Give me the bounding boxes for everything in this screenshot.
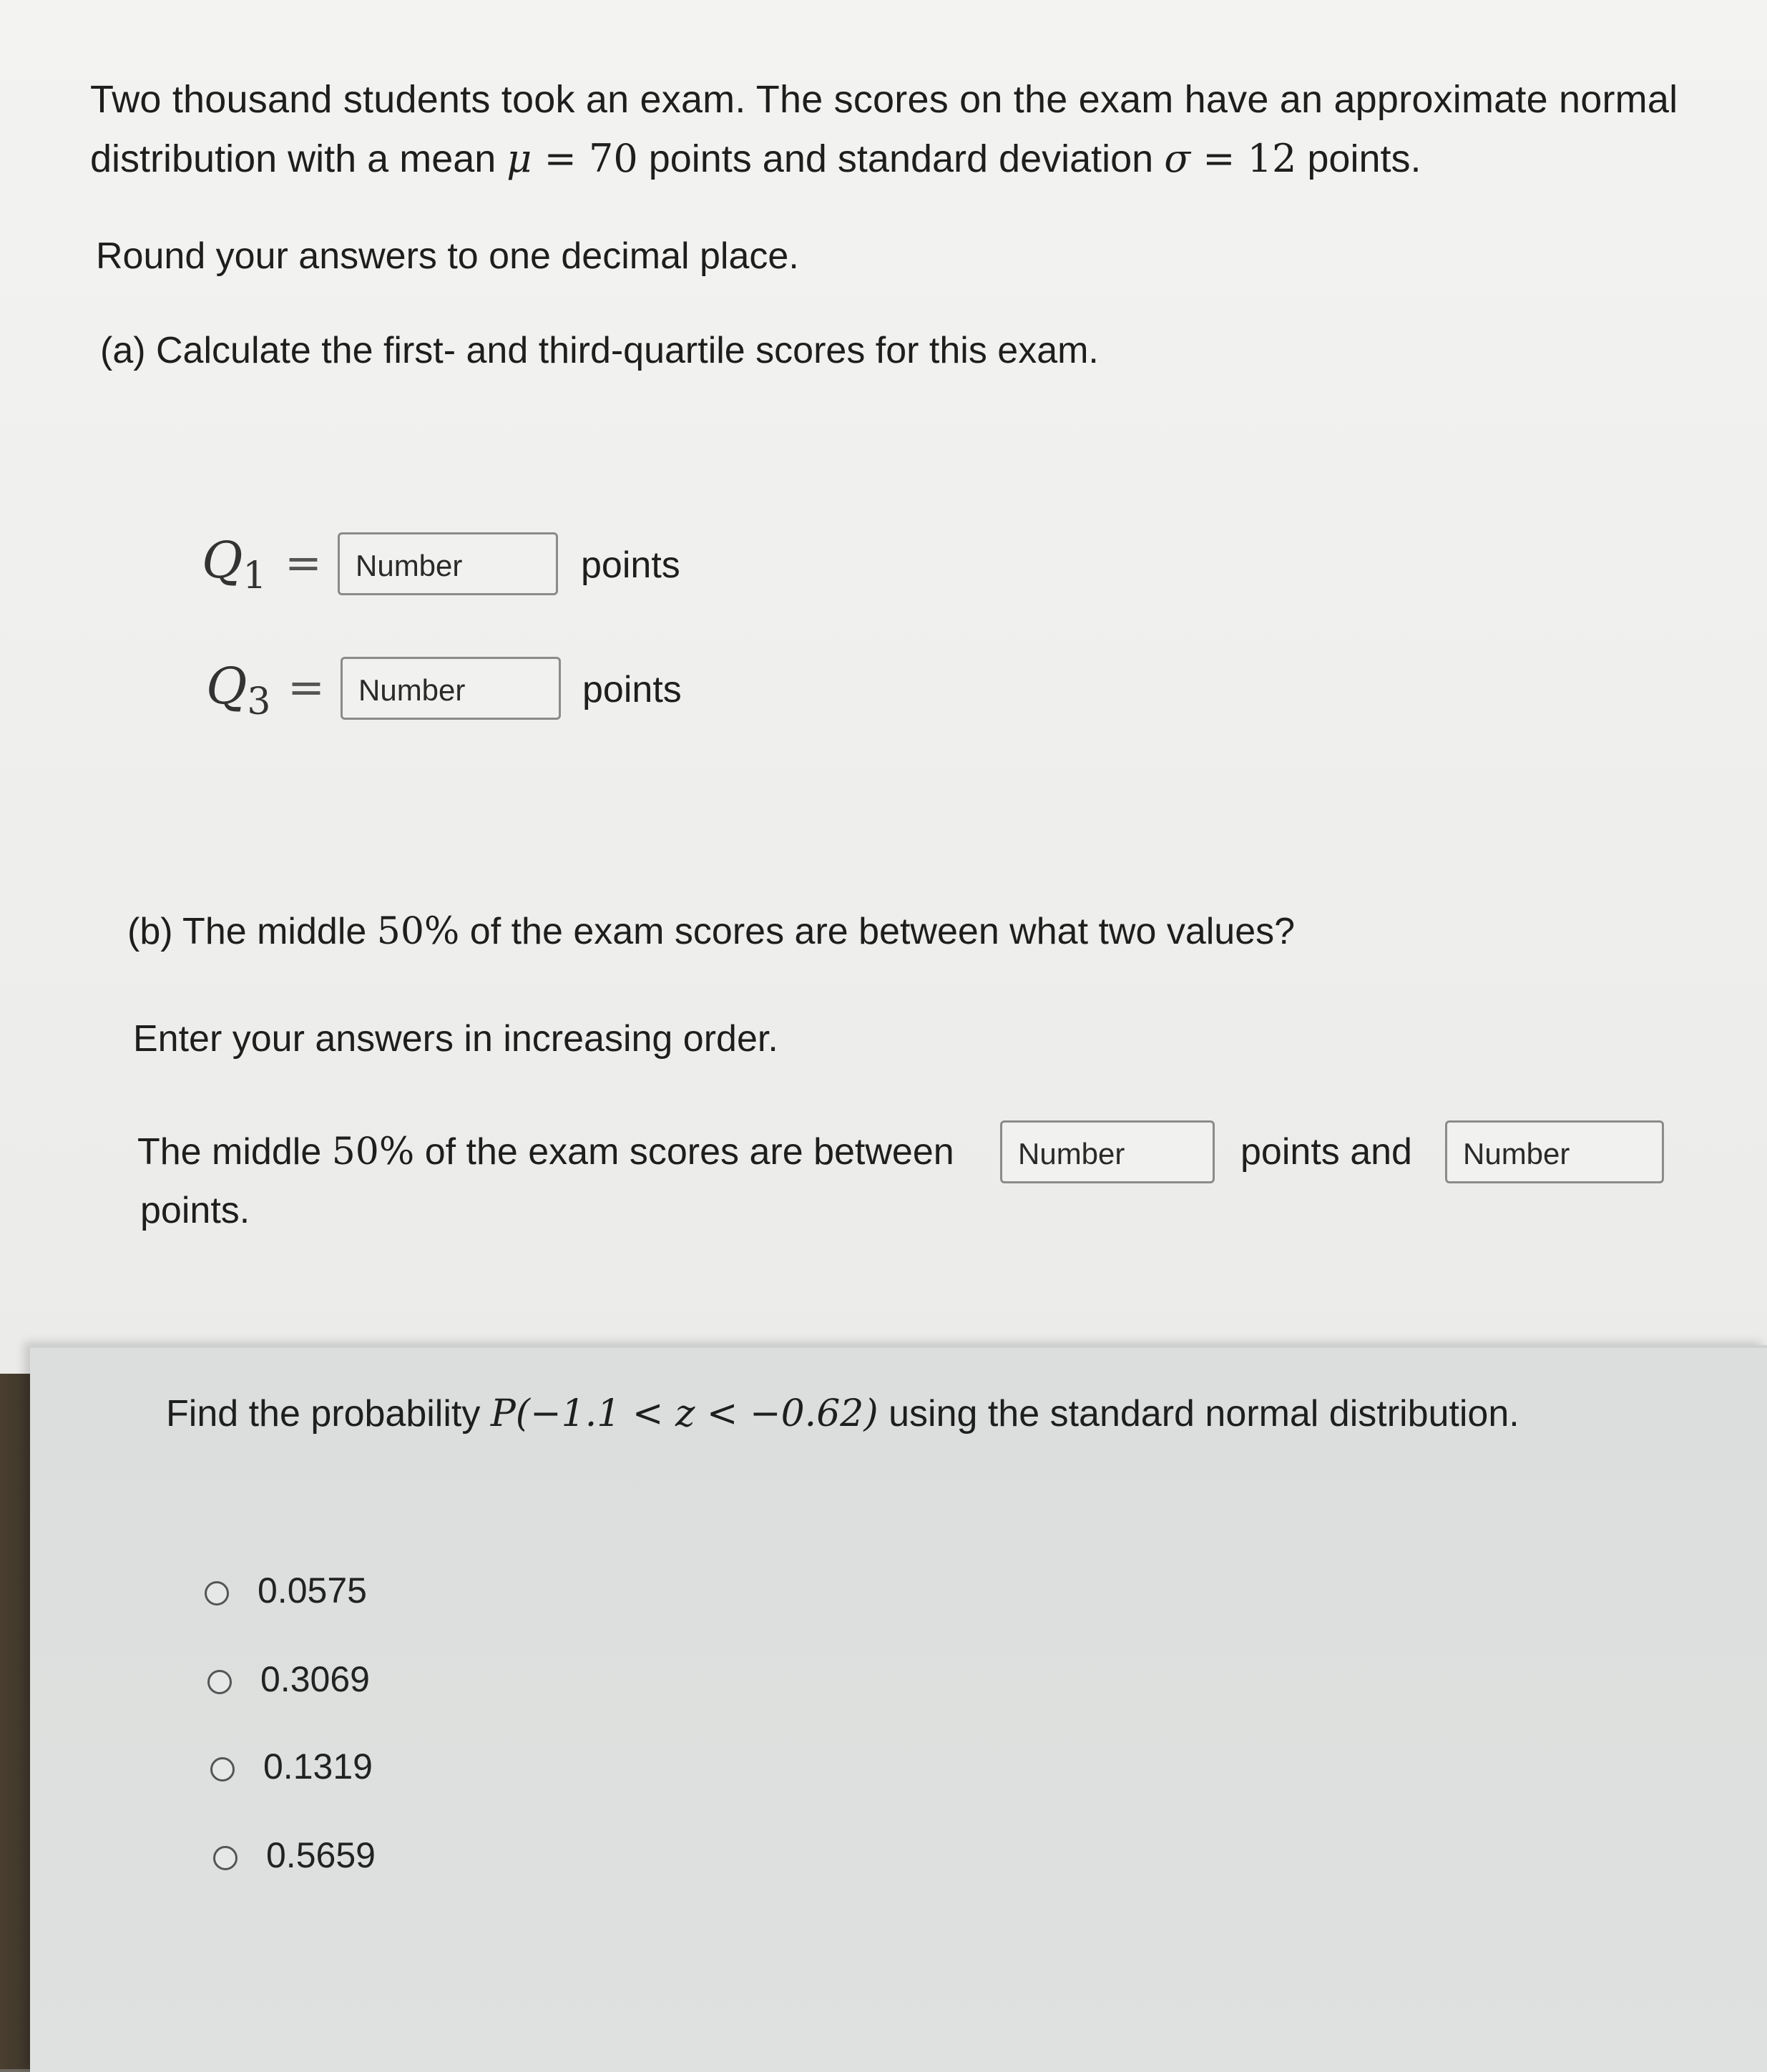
q3-unit: points xyxy=(582,669,682,710)
q3-equals: = xyxy=(288,661,325,713)
middle-50-sentence: The middle 50% of the exam scores are between xyxy=(137,1130,954,1173)
q1-label: $Q_1$ xyxy=(202,531,267,597)
round-instruction: Round your answers to one decimal place. xyxy=(96,235,799,277)
paper-sheet-bottom xyxy=(30,1345,1767,2072)
option-label-2[interactable]: 0.3069 xyxy=(260,1659,370,1699)
option-label-3[interactable]: 0.1319 xyxy=(263,1746,373,1787)
part-a-question: (a) Calculate the first- and third-quartile scores for this exam. xyxy=(100,330,1099,371)
upper-bound-input[interactable]: Number xyxy=(1445,1120,1664,1183)
points-and-label: points and xyxy=(1240,1131,1412,1173)
lower-bound-input[interactable]: Number xyxy=(1000,1120,1215,1183)
q3-input[interactable]: Number xyxy=(341,657,561,720)
option-radio-4[interactable] xyxy=(213,1846,238,1870)
option-radio-2[interactable] xyxy=(207,1670,232,1694)
problem-text-line1: Two thousand students took an exam. The scores on the exam have an approximate normal xyxy=(90,78,1678,121)
order-instruction: Enter your answers in increasing order. xyxy=(133,1018,778,1060)
q1-input[interactable]: Number xyxy=(338,532,558,595)
option-label-1[interactable]: 0.0575 xyxy=(258,1570,367,1611)
q1-unit: points xyxy=(581,544,680,586)
q1-equals: = xyxy=(285,537,322,589)
probability-question: Find the probability P(−1.1 < z < −0.62) using the standard normal distribution. xyxy=(166,1392,1519,1435)
option-label-4[interactable]: 0.5659 xyxy=(266,1835,376,1875)
option-radio-3[interactable] xyxy=(210,1757,235,1782)
option-radio-1[interactable] xyxy=(205,1581,229,1606)
q3-label: $Q_3$ xyxy=(206,657,271,723)
part-b-question: (b) The middle 50% of the exam scores are between what two values? xyxy=(127,910,1296,953)
problem-text-line2: distribution with a mean μ = 70 points and standard deviation σ = 12 points. xyxy=(90,136,1421,181)
points-end-label: points. xyxy=(140,1190,250,1231)
